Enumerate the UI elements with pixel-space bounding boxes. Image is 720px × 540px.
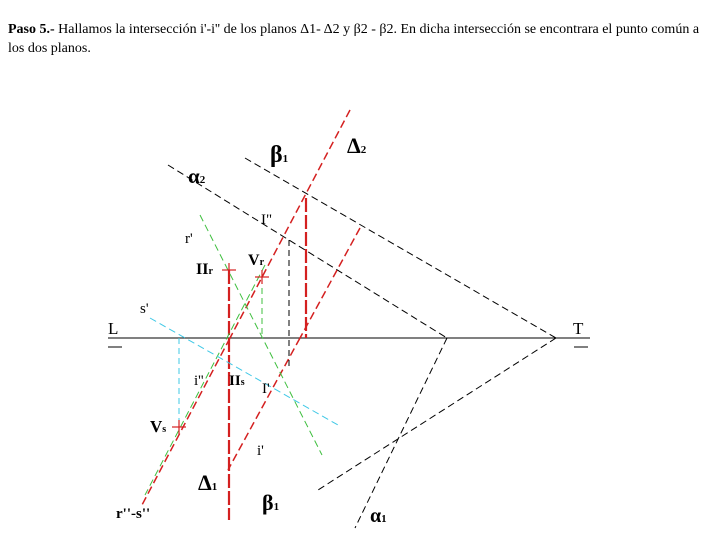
step-title: Paso 5.- bbox=[8, 22, 55, 37]
label-alpha2: α2 bbox=[188, 164, 206, 188]
line-r bbox=[200, 215, 322, 455]
step-description: Hallamos la intersección i'-i'' de los planos Δ1- Δ2 y β2 - β2. En dicha intersección se encontrara el punto común a los dos planos. bbox=[8, 22, 700, 56]
beta-parallel-trace bbox=[300, 228, 360, 338]
beta1-trace bbox=[318, 338, 556, 490]
label-V-s: Vs bbox=[150, 417, 167, 436]
cross-V-s bbox=[172, 420, 186, 434]
label-I-double: I" bbox=[261, 212, 273, 228]
label-I-prime: I' bbox=[262, 381, 270, 397]
cross-II-r bbox=[222, 263, 236, 277]
beta-parallel-lower bbox=[228, 338, 300, 470]
label-II-r: IIr bbox=[196, 261, 213, 278]
label-V-r: Vr bbox=[248, 252, 265, 269]
label-alpha1: α1 bbox=[370, 505, 387, 527]
line-r-lower bbox=[145, 265, 265, 495]
beta2-trace bbox=[245, 158, 556, 338]
label-beta1-bottom: β1 bbox=[262, 490, 280, 515]
label-s-prime: s' bbox=[140, 301, 149, 317]
label-r-prime: r' bbox=[185, 231, 193, 247]
label-II-s: IIs bbox=[229, 373, 245, 389]
label-delta1: Δ1 bbox=[198, 470, 218, 495]
cross-V-r bbox=[255, 270, 269, 284]
label-delta2: Δ2 bbox=[347, 133, 367, 158]
label-i-double: i'' bbox=[194, 373, 204, 389]
label-r-s-double: r''-s'' bbox=[116, 506, 151, 522]
label-i-prime: i' bbox=[257, 443, 264, 459]
line-s bbox=[150, 318, 338, 425]
delta2-trace bbox=[230, 110, 350, 338]
label-T: T bbox=[573, 319, 584, 338]
alpha1-trace bbox=[355, 338, 447, 528]
label-L: L bbox=[108, 319, 119, 338]
label-beta1-top: β1 bbox=[270, 142, 289, 168]
